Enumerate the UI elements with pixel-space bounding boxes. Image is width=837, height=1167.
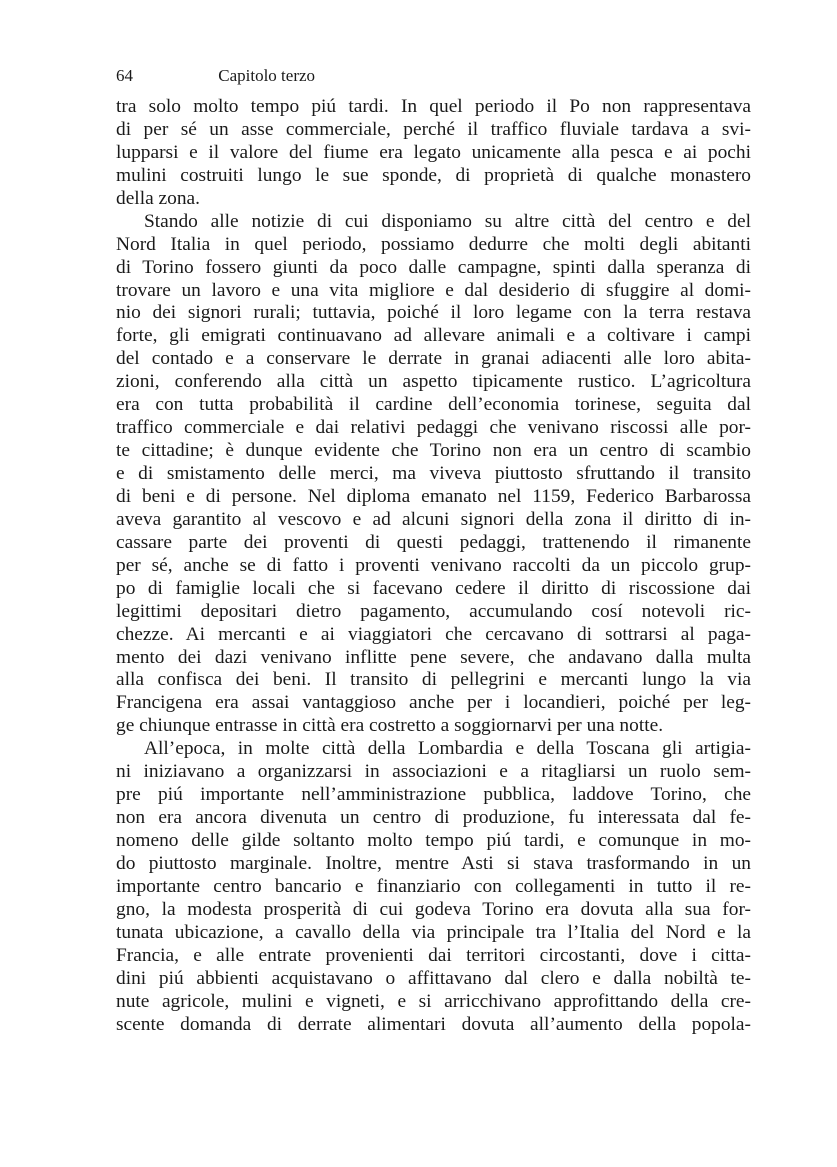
text-line: nio dei signori rurali; tuttavia, poiché il loro legame con la terra restava [116,302,751,324]
text-line: e di smistamento delle merci, ma viveva piuttosto sfruttando il transito [116,463,751,484]
paragraph [116,211,751,739]
text-line: di beni e di persone. Nel diploma emanato nel 1159, Federico Barbarossa [116,485,751,507]
paragraph [116,738,751,1036]
text-line: importante centro bancario e finanziario con collegamenti in tutto il re- [116,875,751,897]
text-line: del contado e a conservare le derrate in granai adiacenti alle loro abita- [116,348,751,370]
text-line: forte, gli emigrati continuavano ad allevare animali e a coltivare i campi [116,325,751,347]
text-line: gno, la modesta prosperità di cui godeva Torino era dovuta alla sua for- [116,898,751,920]
text-line: mulini costruiti lungo le sue sponde, di proprietà di qualche monastero [116,164,751,186]
text-line: trovare un lavoro e una vita migliore e dal desiderio di sfuggire al domi- [116,279,751,301]
text-line: do piuttosto marginale. Inoltre, mentre Asti si stava trasformando in un [116,852,751,874]
text-line: era con tutta probabilità il cardine dell’economia torinese, seguita dal [116,394,751,416]
chapter-title: Capitolo terzo [218,66,316,85]
text-line: tunata ubicazione, a cavallo della via principale tra l’Italia del Nord e la [116,921,751,943]
text-line: alla confisca dei beni. Il transito di pellegrini e mercanti lungo la via [116,669,751,691]
page-number: 64 [116,66,133,85]
text-line: di per sé un asse commerciale, perché il traffico fluviale tardava a svi- [116,118,751,140]
text-line: scente domanda di derrate alimentari dovuta all’aumento della popola- [116,1013,751,1035]
text-line: chezze. Ai mercanti e ai viaggiatori che cercavano di sottrarsi al paga- [116,623,751,645]
text-line: per sé, anche se di fatto i proventi venivano raccolti da un piccolo grup- [116,554,751,576]
body-text [116,96,751,1036]
text-line: Francia, e alle entrate provenienti dai territori circostanti, dove i citta- [116,944,751,966]
text-line: della zona. [116,187,200,209]
text-line: ni iniziavano a organizzarsi in associazioni e a ritagliarsi un ruolo sem- [116,761,751,783]
text-line: Nord Italia in quel periodo, possiamo dedurre che molti degli abitanti [116,233,751,255]
text-line: nomeno delle gilde soltanto molto tempo piú tardi, e comunque in mo- [116,830,751,851]
text-line: pre piú importante nell’amministrazione pubblica, laddove Torino, che [116,784,751,806]
text-line: nute agricole, mulini e vigneti, e si arricchivano approfittando della cre- [116,990,751,1012]
text-line: di Torino fossero giunti da poco dalle campagne, spinti dalla speranza di [116,256,751,278]
text-line: po di famiglie locali che si facevano cedere il diritto di riscossione dai [116,577,751,599]
text-line: All’epoca, in molte città della Lombardia e della Toscana gli artigia- [144,738,751,760]
text-line: te cittadine; è dunque evidente che Torino non era un centro di scambio [116,440,751,462]
text-line: traffico commerciale e dai relativi pedaggi che venivano riscossi alle por- [116,417,751,439]
text-line: dini piú abbienti acquistavano o affittavano dal clero e dalla nobiltà te- [116,967,751,989]
text-line: non era ancora divenuta un centro di produzione, fu interessata dal fe- [116,807,751,829]
text-line: Francigena era assai vantaggioso anche per i locandieri, poiché per leg- [116,692,751,714]
running-head [116,66,315,86]
text-line: tra solo molto tempo piú tardi. In quel periodo il Po non rappresentava [116,96,751,117]
text-line: ge chiunque entrasse in città era costretto a soggiornarvi per una notte. [116,715,664,737]
text-line: lupparsi e il valore del fiume era legato unicamente alla pesca e ai pochi [116,141,751,163]
text-line: cassare parte dei proventi di questi pedaggi, trattenendo il rimanente [116,531,751,553]
text-line: zioni, conferendo alla città un aspetto tipicamente rustico. L’agricoltura [116,371,751,393]
text-line: mento dei dazi venivano inflitte pene severe, che andavano dalla multa [116,646,751,668]
text-line: aveva garantito al vescovo e ad alcuni signori della zona il diritto di in- [116,508,751,530]
text-line: Stando alle notizie di cui disponiamo su altre città del centro e del [144,210,751,232]
text-line: legittimi depositari dietro pagamento, accumulando cosí notevoli ric- [116,600,751,622]
paragraph [116,96,751,211]
